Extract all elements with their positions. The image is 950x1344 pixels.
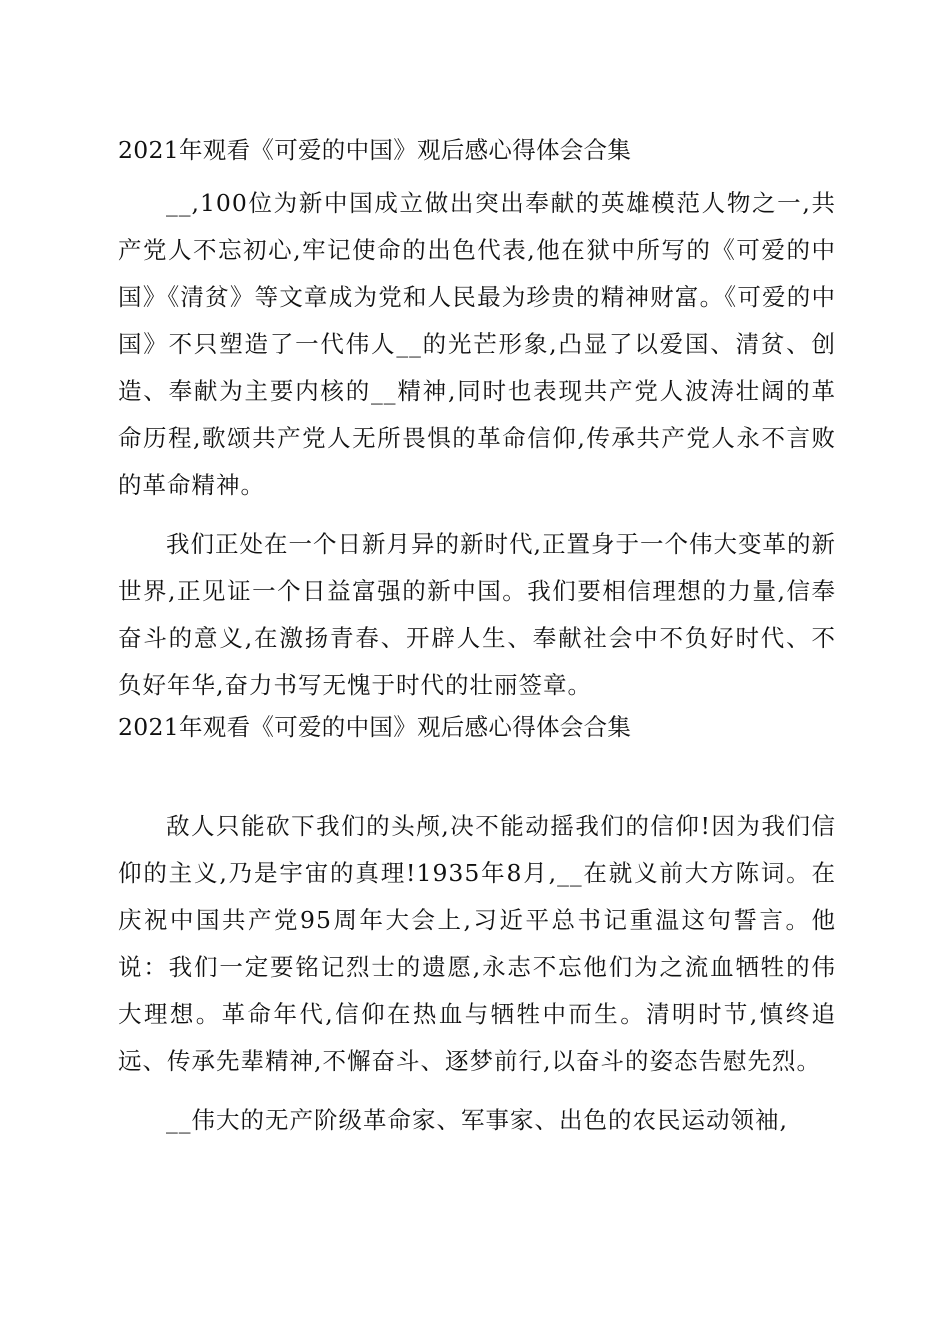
section-2-title: 2021年观看《可爱的中国》观后感心得体会合集	[118, 713, 632, 741]
document-body	[118, 132, 836, 1144]
section-1-paragraph-1: __,100位为新中国成立做出突出奉献的英雄模范人物之一,共产党人不忘初心,牢记使命的出色代表,他在狱中所写的《可爱的中国》《清贫》等文章成为党和人民最为珍贵的精神财富。《可爱的中国》不只塑造了一代伟人__的光芒形象,凸显了以爱国、清贫、创造、奉献为主要内核的__精神,同时也表现共产党人波涛壮阔的革命历程,歌颂共产党人无所畏惧的革命信仰,传承共产党人永不言败的革命精神。	[118, 189, 836, 499]
section-1-paragraph-2: 我们正处在一个日新月异的新时代,正置身于一个伟大变革的新世界,正见证一个日益富强的新中国。我们要相信理想的力量,信奉奋斗的意义,在激扬青春、开辟人生、奉献社会中不负好时代、不负好年华,奋力书写无愧于时代的壮丽签章。	[118, 530, 836, 699]
spacer	[118, 509, 836, 521]
section-2-paragraph-2: __伟大的无产阶级革命家、军事家、出色的农民运动领袖,	[166, 1106, 788, 1134]
spacer	[118, 745, 836, 803]
section-1-title: 2021年观看《可爱的中国》观后感心得体会合集	[118, 136, 632, 164]
spacer	[118, 1085, 836, 1097]
spacer	[118, 168, 836, 180]
section-2-paragraph-1: 敌人只能砍下我们的头颅,决不能动摇我们的信仰!因为我们信仰的主义,乃是宇宙的真理!1935年8月,__在就义前大方陈词。在庆祝中国共产党95周年大会上,习近平总书记重温这句誓言。他说：我们一定要铭记烈士的遗愿,永志不忘他们为之流血牺牲的伟大理想。革命年代,信仰在热血与牺牲中而生。清明时节,慎终追远、传承先辈精神,不懈奋斗、逐梦前行,以奋斗的姿态告慰先烈。	[118, 812, 836, 1075]
